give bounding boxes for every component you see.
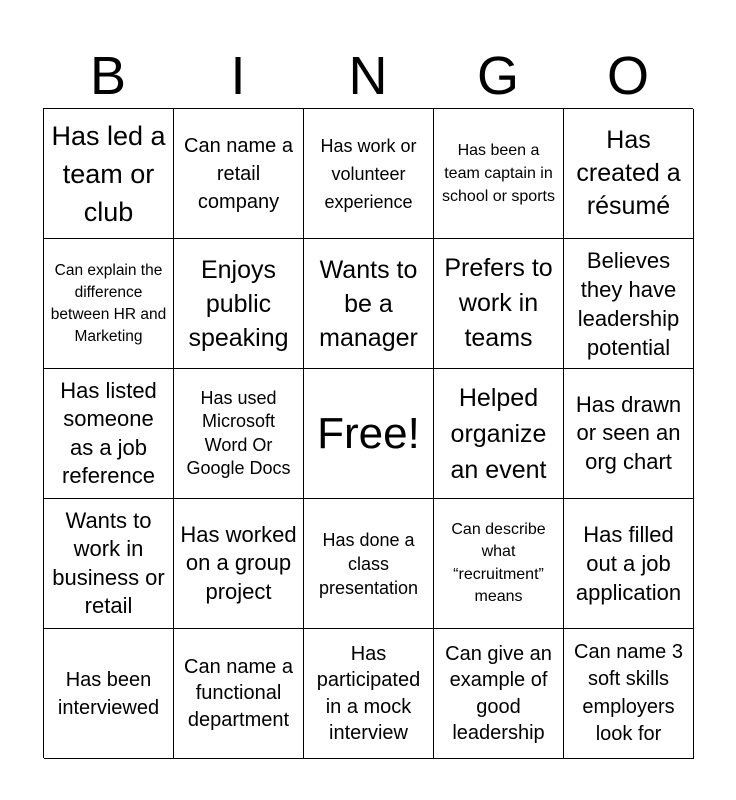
bingo-cell-text: Has filled out a job application [575,522,682,605]
bingo-cell-text: Has created a résumé [576,126,681,220]
bingo-cell-text: Helped organize an event [450,383,547,484]
bingo-cell-text: Has listed someone as a job reference [60,377,157,488]
bingo-cell [174,239,304,369]
bingo-cell-text: Can name 3 soft skills employers look for [574,640,683,745]
header-letter-b: B [89,46,127,106]
bingo-cell-text: Can describe what “recruitment” means [451,520,546,605]
header-letter-o: O [606,46,649,106]
bingo-cell [564,629,694,759]
bingo-cell-text: Has been a team captain in school or sports [442,142,555,205]
bingo-cell [174,499,304,629]
bingo-cell [564,239,694,369]
bingo-cell [564,499,694,629]
bingo-cell-text: Has done a class presentation [318,529,419,598]
free-space-text: Free! [317,408,420,458]
bingo-header [43,44,693,108]
bingo-cell-text: Has been interviewed [57,668,160,719]
bingo-cell [304,629,434,759]
bingo-cell [44,239,174,369]
bingo-cell [174,629,304,759]
bingo-cell-text: Has work or volunteer experience [320,135,417,212]
bingo-cell-text: Can give an example of good leadership [445,642,552,744]
bingo-cell [434,239,564,369]
bingo-cell-text: Can name a functional department [184,655,293,731]
bingo-cell [44,629,174,759]
bingo-cell-text: Can explain the difference between HR and Marketing [50,261,167,345]
bingo-cell [304,109,434,239]
free-space [304,369,434,499]
bingo-cell-text: Believes they have leadership potential [577,247,680,360]
header-letter-g: G [476,46,519,106]
bingo-cell-text: Has led a team or club [51,120,166,227]
bingo-cell [44,499,174,629]
bingo-cell-text: Has drawn or seen an org chart [575,391,682,474]
bingo-cell-text: Has used Microsoft Word Or Google Docs [186,387,291,478]
bingo-cell-text: Wants to be a manager [319,255,418,352]
bingo-cell-text: Can name a retail company [184,134,293,213]
bingo-cell [434,369,564,499]
bingo-cell [434,499,564,629]
bingo-cell [434,109,564,239]
header-letter-i: I [230,46,246,106]
bingo-cell-text: Prefers to work in teams [444,254,553,352]
bingo-cell [174,369,304,499]
bingo-cell-text: Has participated in a mock interview [316,642,421,744]
bingo-cell-text: Wants to work in business or retail [52,507,165,618]
bingo-cell-text: Enjoys public speaking [188,255,289,352]
bingo-cell [564,369,694,499]
bingo-cell [564,109,694,239]
bingo-cell [304,239,434,369]
bingo-cell [304,499,434,629]
bingo-cell [174,109,304,239]
bingo-cell [44,109,174,239]
bingo-cell-text: Has worked on a group project [180,521,297,604]
bingo-cell [434,629,564,759]
header-letter-n: N [348,46,388,106]
bingo-board [43,108,693,758]
bingo-cell [44,369,174,499]
